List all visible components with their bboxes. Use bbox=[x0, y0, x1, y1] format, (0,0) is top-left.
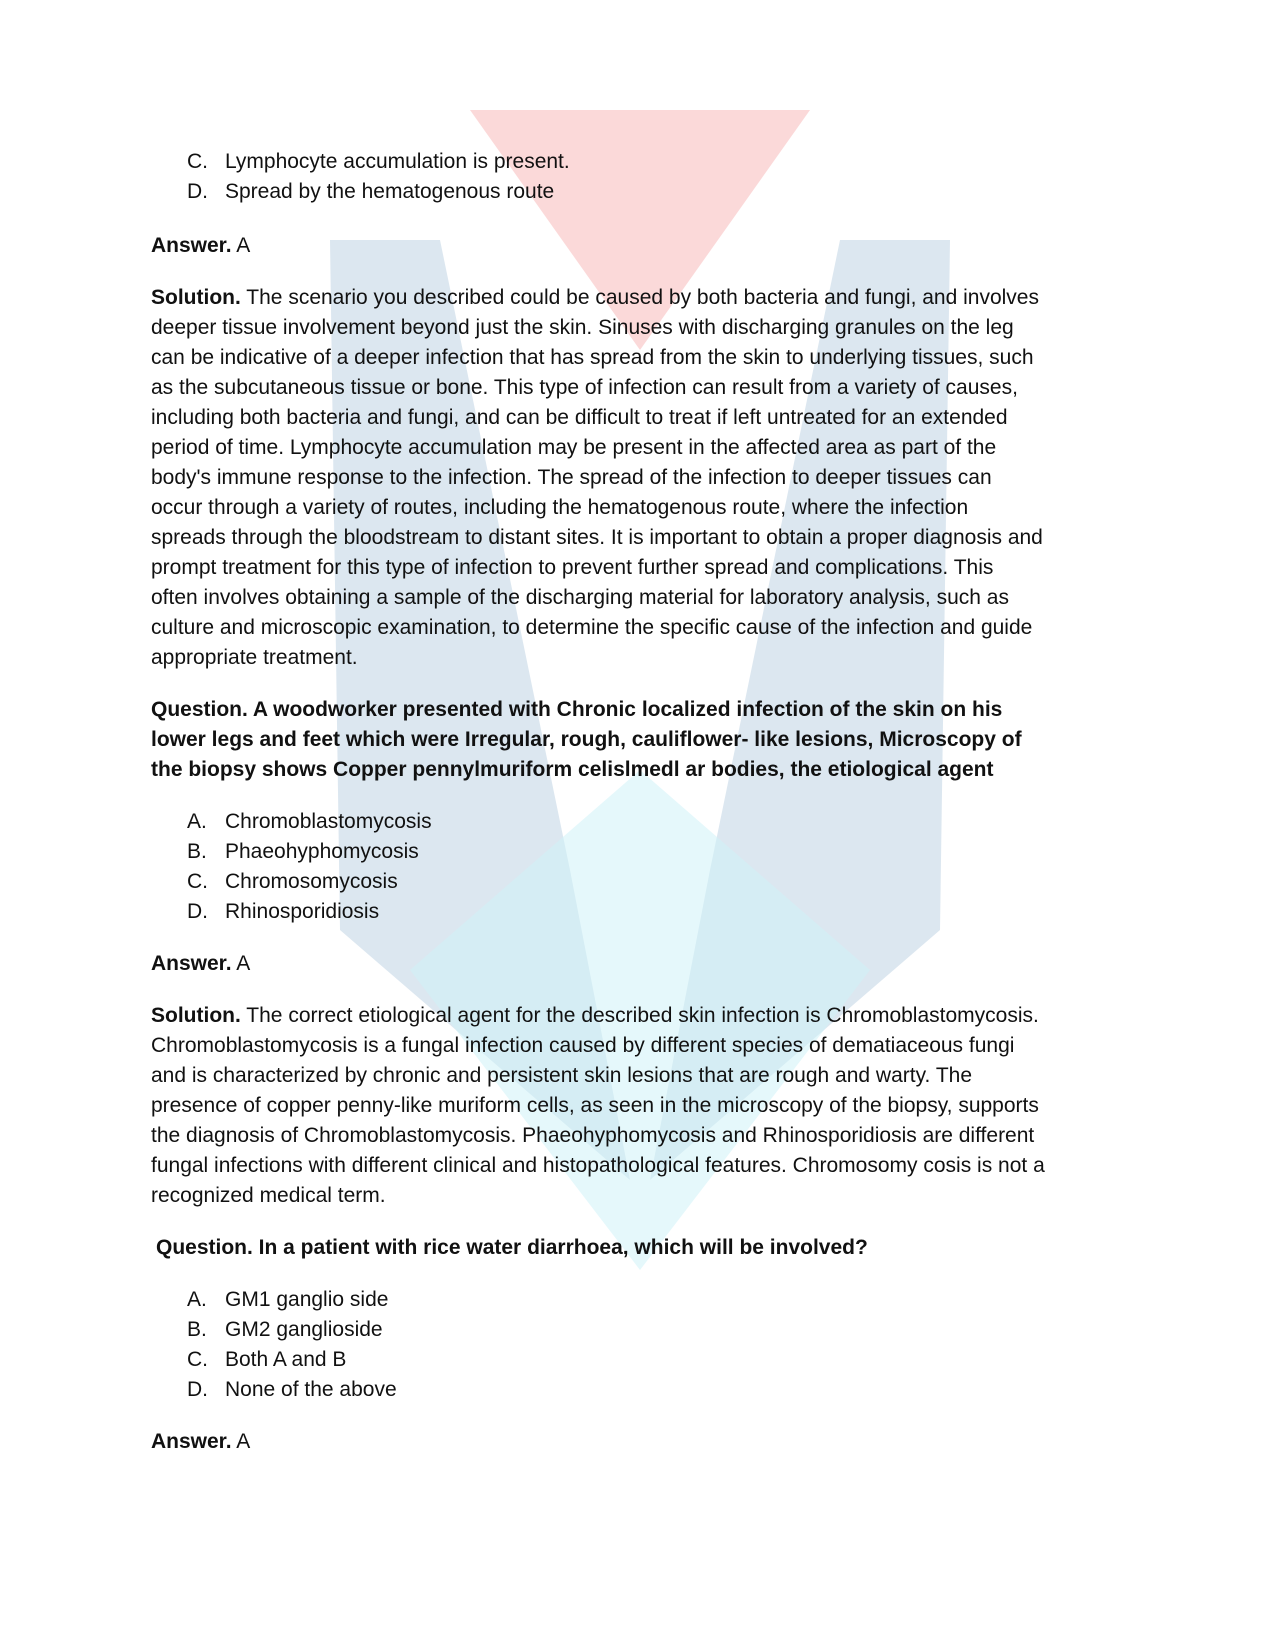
option-a: A. GM1 ganglio side bbox=[187, 1288, 389, 1311]
option-b: B. Phaeohyphomycosis bbox=[187, 840, 419, 863]
question-3: Question. In a patient with rice water diarrhoea, which will be involved? bbox=[156, 1236, 868, 1259]
option-a: A. Chromoblastomycosis bbox=[187, 810, 432, 833]
document-body bbox=[151, 147, 1126, 1457]
question-2: Question. A woodworker presented with Chronic localized infection of the skin on his lower legs and feet which were Irregular, rough, cauliflower- like lesions, Microscopy of the biopsy shows Copper pennylmuriform celislmedl ar bodies, the etiological agent bbox=[151, 698, 1022, 781]
solution-1: Solution. The scenario you described could be caused by both bacteria and fungi, and involves deeper tissue involvement beyond just the skin. Sinuses with discharging granules on the leg can be indicative of a deeper infection that has spread from the skin to underlying tissues, such as the subcutaneous tissue or bone. This type of infection can result from a variety of causes, including both bacteria and fungi, and can be difficult to treat if left untreated for an extended period of time. Lymphocyte accumulation may be present in the affected area as part of the body's immune response to the infection. The spread of the infection to deeper tissues can occur through a variety of routes, including the hematogenous route, where the infection spreads through the bloodstream to distant sites. It is important to obtain a proper diagnosis and prompt treatment for this type of infection to prevent further spread and complications. This often involves obtaining a sample of the discharging material for laboratory analysis, such as culture and microscopic examination, to determine the specific cause of the infection and guide appropriate treatment. bbox=[151, 286, 1043, 669]
option-d: D. Spread by the hematogenous route bbox=[187, 180, 555, 203]
block3-options bbox=[151, 1285, 1126, 1405]
option-d: D. None of the above bbox=[187, 1378, 397, 1401]
block1-options bbox=[151, 147, 1126, 207]
answer-2: Answer. A bbox=[151, 952, 251, 975]
block2-options bbox=[151, 807, 1126, 927]
option-c: C. Lymphocyte accumulation is present. bbox=[187, 150, 570, 173]
answer-3: Answer. A bbox=[151, 1430, 251, 1453]
option-c: C. Both A and B bbox=[187, 1348, 347, 1371]
solution-2: Solution. The correct etiological agent for the described skin infection is Chromoblastomycosis. Chromoblastomycosis is a fungal infection caused by different species of dematiaceous fungi and is characterized by chronic and persistent skin lesions that are rough and warty. The presence of copper penny-like muriform cells, as seen in the microscopy of the biopsy, supports the diagnosis of Chromoblastomycosis. Phaeohyphomycosis and Rhinosporidiosis are different fungal infections with different clinical and histopathological features. Chromosomy cosis is not a recognized medical term. bbox=[151, 1004, 1045, 1207]
option-c: C. Chromosomycosis bbox=[187, 870, 398, 893]
option-b: B. GM2 ganglioside bbox=[187, 1318, 383, 1341]
answer-1: Answer. A bbox=[151, 234, 251, 257]
option-d: D. Rhinosporidiosis bbox=[187, 900, 380, 923]
